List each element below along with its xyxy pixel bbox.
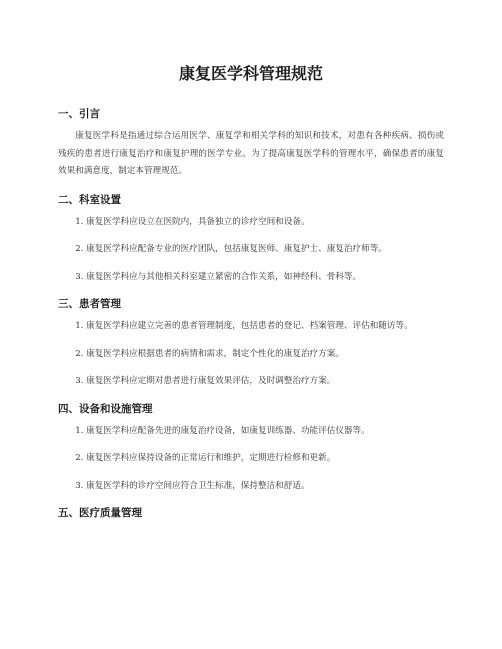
section-equipment-management <box>58 401 444 496</box>
section-heading: 五、医疗质量管理 <box>58 507 142 519</box>
list-item: 3. 康复医学科的诊疗空间应符合卫生标准，保持整洁和舒适。 <box>75 480 310 491</box>
section-heading: 四、设备和设施管理 <box>58 402 153 415</box>
section-heading: 三、患者管理 <box>58 298 121 310</box>
list-item: 2. 康复医学科应配备专业的医疗团队，包括康复医师、康复护士、康复治疗师等。 <box>75 244 387 254</box>
list-item: 2. 康复医学科应根据患者的病情和需求，制定个性化的康复治疗方案。 <box>75 348 344 359</box>
list-item: 1. 康复医学科应设立在医院内，具备独立的诊疗空间和设备。 <box>75 216 310 227</box>
section-introduction <box>58 106 444 181</box>
list-item: 3. 康复医学科应与其他相关科室建立紧密的合作关系，如神经科、骨科等。 <box>75 271 362 282</box>
section-heading: 二、科室设置 <box>58 193 121 206</box>
section-quality-management <box>58 505 444 521</box>
document-title: 康复医学科管理规范 <box>178 64 323 83</box>
section-patient-management <box>58 296 444 391</box>
list-item: 3. 康复医学科应定期对患者进行康复效果评估，及时调整治疗方案。 <box>75 376 336 386</box>
section-paragraph: 康复医学科是指通过综合运用医学、康复学和相关学科的知识和技术，对患有各种疾病、损伤或残疾的患者进行康复治疗和康复护理的医学专业。为了提高康复医学科的管理水平，确保患者的康复效果和满意度，制定本管理规范。 <box>58 131 444 176</box>
list-item: 1. 康复医学科应配备先进的康复治疗设备，如康复训练器、功能评估仪器等。 <box>75 425 370 436</box>
list-item: 2. 康复医学科应保持设备的正常运行和维护，定期进行检修和更新。 <box>75 453 336 463</box>
list-item: 1. 康复医学科应建立完善的患者管理制度，包括患者的登记、档案管理、评估和随访等。 <box>75 321 413 331</box>
section-heading: 一、引言 <box>58 108 100 120</box>
section-department-setup <box>58 192 444 287</box>
